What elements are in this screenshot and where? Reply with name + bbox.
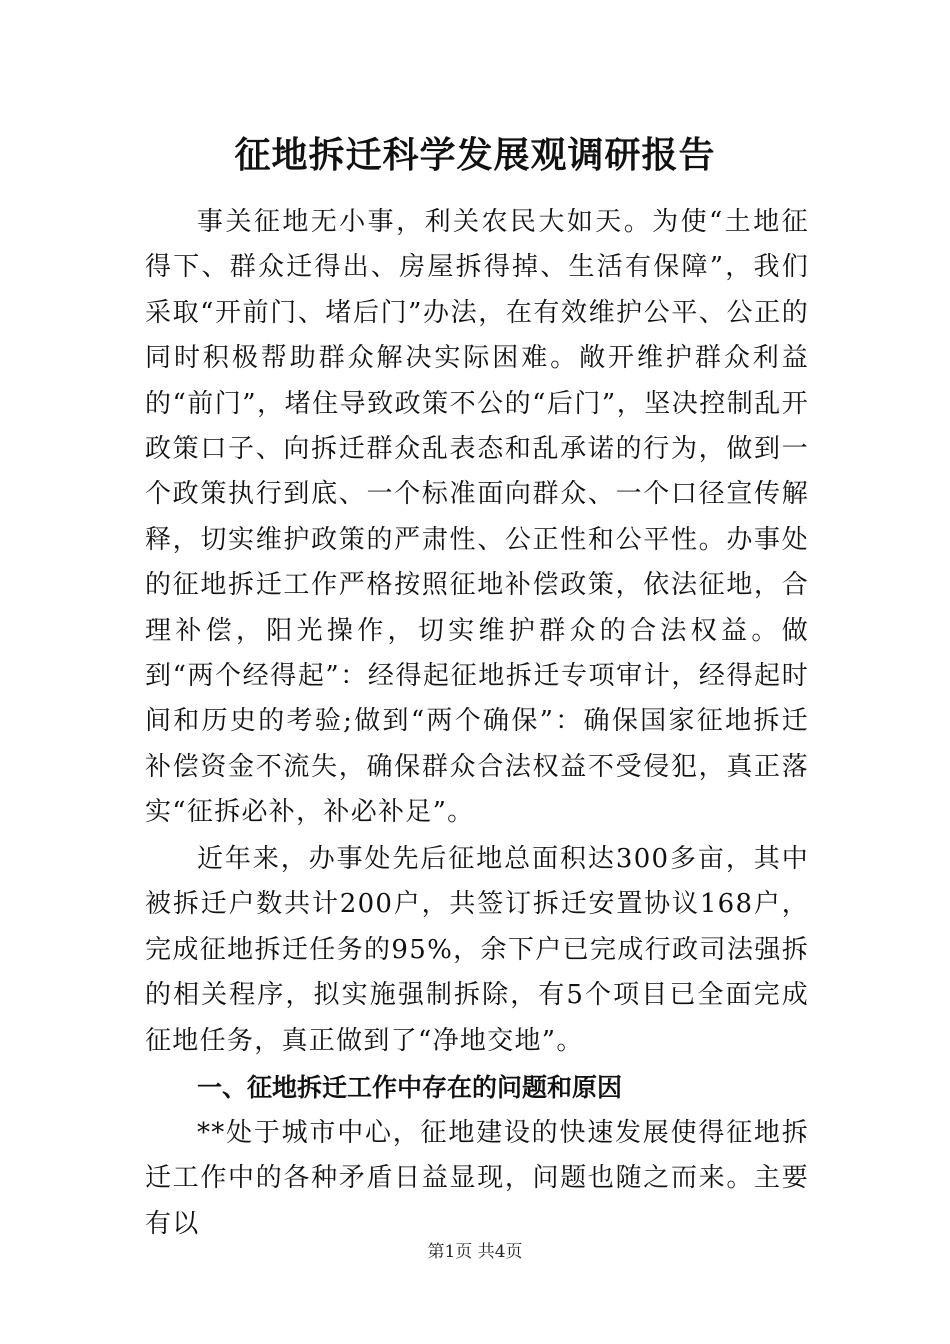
paragraph-3: **处于城市中心，征地建设的快速发展使得征地拆迁工作中的各种矛盾日益显现，问题也随之而来。主要有以 xyxy=(145,1118,809,1239)
paragraph-1: 事关征地无小事，利关农民大如天。为使“土地征得下、群众迁得出、房屋拆得掉、生活有保障”，我们采取“开前门、堵后门”办法，在有效维护公平、公正的同时积极帮助群众解决实际困难。敞开维护群众利益的“前门”，堵住导致政策不公的“后门”，坚决控制乱开政策口子、向拆迁群众乱表态和乱承诺的行为，做到一个政策执行到底、一个标准面向群众、一个口径宣传解释，切实维护政策的严肃性、公正性和公平性。办事处的征地拆迁工作严格按照征地补偿政策，依法征地，合理补偿，阳光操作，切实维护群众的合法权益。做到“两个经得起”：经得起征地拆迁专项审计，经得起时间和历史的考验;做到“两个确保”：确保国家征地拆迁补偿资金不流失，确保群众合法权益不受侵犯，真正落实“征拆必补，补必补足”。 xyxy=(145,207,809,828)
document-title: 征地拆迁科学发展观调研报告 xyxy=(234,135,716,176)
page-footer: 第1页 共4页 xyxy=(427,1242,523,1262)
section-heading: 一、征地拆迁工作中存在的问题和原因 xyxy=(197,1073,623,1102)
paragraph-2: 近年来，办事处先后征地总面积达300多亩，其中被拆迁户数共计200户，共签订拆迁安置协议168户，完成征地拆迁任务的95%，余下户已完成行政司法强拆的相关程序，拟实施强制拆除，有5个项目已全面完成征地任务，真正做到了“净地交地”。 xyxy=(145,844,809,1056)
